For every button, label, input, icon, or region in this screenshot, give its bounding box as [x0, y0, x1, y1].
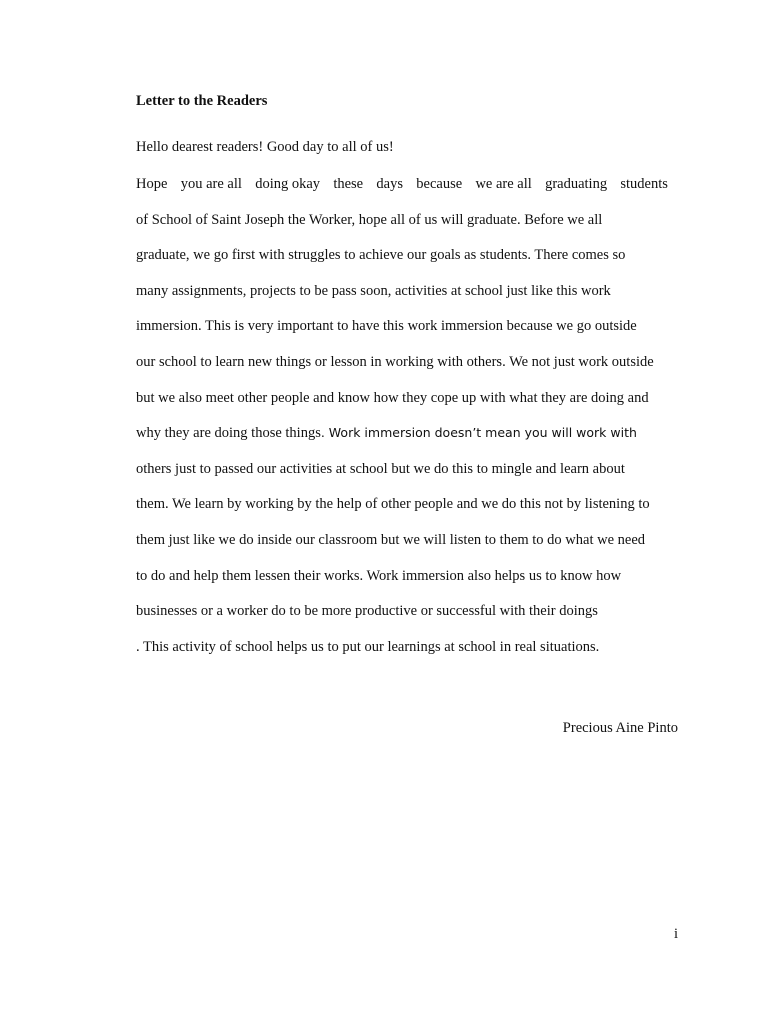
- body-line-1-word: doing okay: [255, 176, 321, 192]
- body-line-1-word: because: [416, 176, 463, 192]
- body-line-1-word: graduating: [545, 176, 608, 192]
- body-line-8-part-b: . Work immersion doesn’t mean you will work with: [320, 425, 637, 441]
- page-number: i: [673, 926, 678, 942]
- body-line-5: immersion. This is very important to have this work immersion because we go outside: [136, 318, 637, 335]
- body-line-7: but we also meet other people and know how they cope up with what they are doing and: [136, 389, 649, 406]
- letter-title: Letter to the Readers: [136, 93, 268, 109]
- body-line-1-word: you are all: [180, 176, 242, 192]
- body-line-1-word: days: [376, 176, 403, 192]
- greeting-line: Hello dearest readers! Good day to all of us!: [136, 139, 394, 155]
- body-line-13: businesses or a worker do to be more productive or successful with their doings: [136, 603, 598, 620]
- body-line-3: graduate, we go first with struggles to achieve our goals as students. There comes so: [136, 247, 626, 264]
- body-line-14: . This activity of school helps us to put our learnings at school in real situations.: [136, 638, 600, 655]
- signature: Precious Aine Pinto: [562, 720, 678, 736]
- body-line-4: many assignments, projects to be pass soon, activities at school just like this work: [136, 282, 611, 299]
- body-line-8: [136, 424, 671, 460]
- body-line-8-part-a: why they are doing those things: [136, 425, 321, 442]
- body-line-1-word: Hope: [136, 176, 168, 192]
- body-line-11: them just like we do inside our classroom but we will listen to them to do what we need: [136, 531, 646, 548]
- body-line-1-word: students: [620, 176, 668, 192]
- body-line-10: them. We learn by working by the help of other people and we do this not by listening to: [136, 496, 650, 513]
- letter-body: [136, 175, 671, 673]
- body-line-6: our school to learn new things or lesson in working with others. We not just work outside: [136, 353, 654, 370]
- body-line-1-word: these: [333, 176, 364, 192]
- body-line-2: of School of Saint Joseph the Worker, hope all of us will graduate. Before we all: [136, 211, 603, 228]
- body-line-1-word: we are all: [475, 176, 532, 192]
- body-line-9: others just to passed our activities at school but we do this to mingle and learn about: [136, 460, 625, 477]
- body-line-1: [136, 175, 668, 211]
- body-line-12: to do and help them lessen their works. Work immersion also helps us to know how: [136, 567, 622, 584]
